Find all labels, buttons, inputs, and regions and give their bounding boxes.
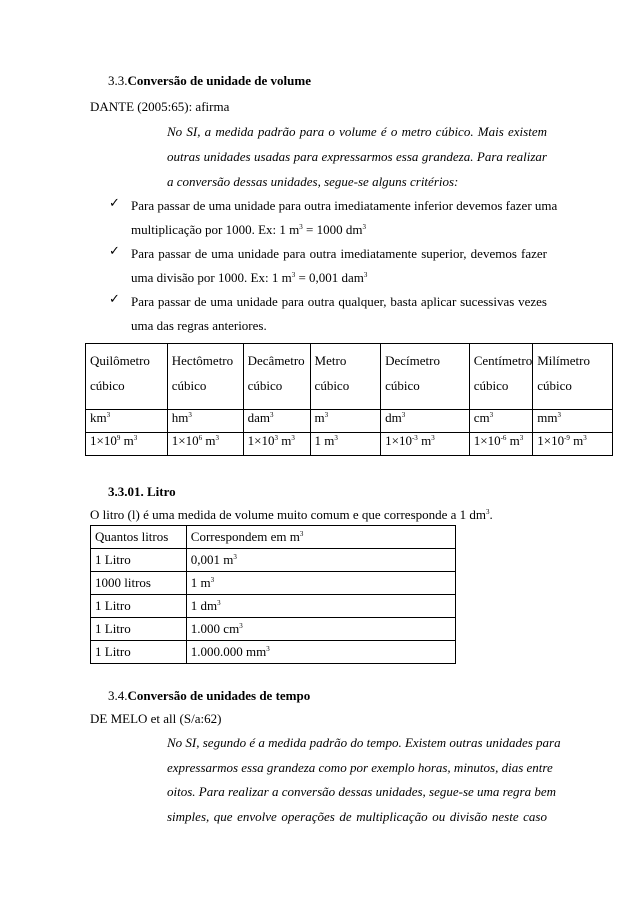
unit-symbol-cell: dam$^3$ — [243, 410, 310, 433]
unit-name-cell: Quilômetro cúbico — [86, 344, 168, 410]
unit-value-cell: $1\times 10^3$ $m^3$ — [243, 433, 310, 456]
table-row — [86, 433, 613, 456]
table-cell: 1 Litro — [91, 595, 187, 618]
unit-name-cell: Milímetro cúbico — [533, 344, 613, 410]
table-row — [91, 549, 456, 572]
table-cell: 1.000 $cm^3$ — [186, 618, 455, 641]
litro-intro: O litro (l) é uma medida de volume muito comum e que corresponde a 1 $dm^3$. — [90, 507, 493, 522]
bullet-line: Para passar de uma unidade para outra imediatamente inferior devemos fazer uma — [131, 198, 558, 213]
table-cell: 0,001 $m^3$ — [186, 549, 455, 572]
unit-value-cell: $1\times 10^6$ $m^3$ — [167, 433, 243, 456]
bullet-line: uma das regras anteriores. — [131, 318, 267, 333]
quote-line: simples, que envolve operações de multiplicação ou divisão neste caso — [167, 809, 547, 824]
quote-line: a conversão dessas unidades, segue-se alguns critérios: — [167, 174, 459, 189]
unit-value-cell: $1\times 10^{-6}$ $m^3$ — [469, 433, 533, 456]
section-number: 3.3. — [108, 73, 128, 88]
unit-name-cell: Hectômetro cúbico — [167, 344, 243, 410]
unit-symbol-cell: $mm^3$ — [533, 410, 613, 433]
table-row — [91, 572, 456, 595]
quote-line: No SI, a medida padrão para o volume é o metro cúbico. Mais existem — [167, 124, 547, 139]
unit-value-cell: $1\times 10^9$ $m^3$ — [86, 433, 168, 456]
checkmark-icon: ✓ — [109, 292, 120, 307]
quote-line: outras unidades usadas para expressarmos essa grandeza. Para realizar — [167, 149, 547, 164]
unit-name-cell: Centímetro cúbico — [469, 344, 533, 410]
table-row — [91, 641, 456, 664]
checkmark-icon: ✓ — [109, 196, 120, 211]
table-row — [86, 344, 613, 410]
unit-symbol-cell: $cm^3$ — [469, 410, 533, 433]
table-cell: 1.000.000 $mm^3$ — [186, 641, 455, 664]
table-header-cell: Correspondem em $m^3$ — [186, 526, 455, 549]
bullet-line: uma divisão por 1000. Ex: 1 $m^3 = 0,001$ dam$^3$ — [131, 270, 368, 285]
section-heading-tempo — [108, 688, 310, 704]
unit-name-cell: Decímetro cúbico — [381, 344, 470, 410]
checkmark-icon: ✓ — [109, 244, 120, 259]
table-cell: 1 Litro — [91, 549, 187, 572]
unit-symbol-cell: $hm^3$ — [167, 410, 243, 433]
section-heading-litro: 3.3.01. Litro — [108, 484, 176, 499]
bullet-line: Para passar de uma unidade para outra imediatamente superior, devemos fazer — [131, 246, 547, 261]
table-row — [91, 526, 456, 549]
unit-symbol-cell: $km^3$ — [86, 410, 168, 433]
section-title: Conversão de unidade de volume — [127, 73, 311, 88]
unit-name-cell: Metro cúbico — [310, 344, 381, 410]
volume-units-table — [85, 343, 613, 456]
unit-value-cell: 1 $m^3$ — [310, 433, 381, 456]
quote-line: expressarmos essa grandeza como por exemplo horas, minutos, dias entre — [167, 760, 553, 775]
bullet-line: multiplicação por 1000. Ex: 1 $m^3 = 1000$ $dm^3$ — [131, 222, 366, 237]
unit-value-cell: $1\times 10^{-3}$ $m^3$ — [381, 433, 470, 456]
quote-line: No SI, segundo é a medida padrão do tempo. Existem outras unidades para — [167, 735, 561, 750]
table-row — [86, 410, 613, 433]
table-row — [91, 618, 456, 641]
citation: DE MELO et all (S/a:62) — [90, 711, 222, 726]
citation: DANTE (2005:65): afirma — [90, 99, 230, 114]
table-cell: 1 Litro — [91, 641, 187, 664]
litro-table — [90, 525, 456, 664]
section-title: Conversão de unidades de tempo — [127, 688, 311, 703]
table-header-cell: Quantos litros — [91, 526, 187, 549]
bullet-line: Para passar de uma unidade para outra qualquer, basta aplicar sucessivas vezes — [131, 294, 547, 309]
quote-line: oitos. Para realizar a conversão dessas unidades, segue-se uma regra bem — [167, 784, 556, 799]
unit-value-cell: $1\times 10^{-9}$ $m^3$ — [533, 433, 613, 456]
table-row — [91, 595, 456, 618]
unit-symbol-cell: $dm^3$ — [381, 410, 470, 433]
table-cell: 1000 litros — [91, 572, 187, 595]
table-cell: 1 $dm^3$ — [186, 595, 455, 618]
table-cell: 1 Litro — [91, 618, 187, 641]
unit-symbol-cell: $m^3$ — [310, 410, 381, 433]
unit-name-cell: Decâmetro cúbico — [243, 344, 310, 410]
section-number: 3.4. — [108, 688, 128, 703]
section-heading-volume — [108, 73, 311, 89]
table-cell: 1 $m^3$ — [186, 572, 455, 595]
